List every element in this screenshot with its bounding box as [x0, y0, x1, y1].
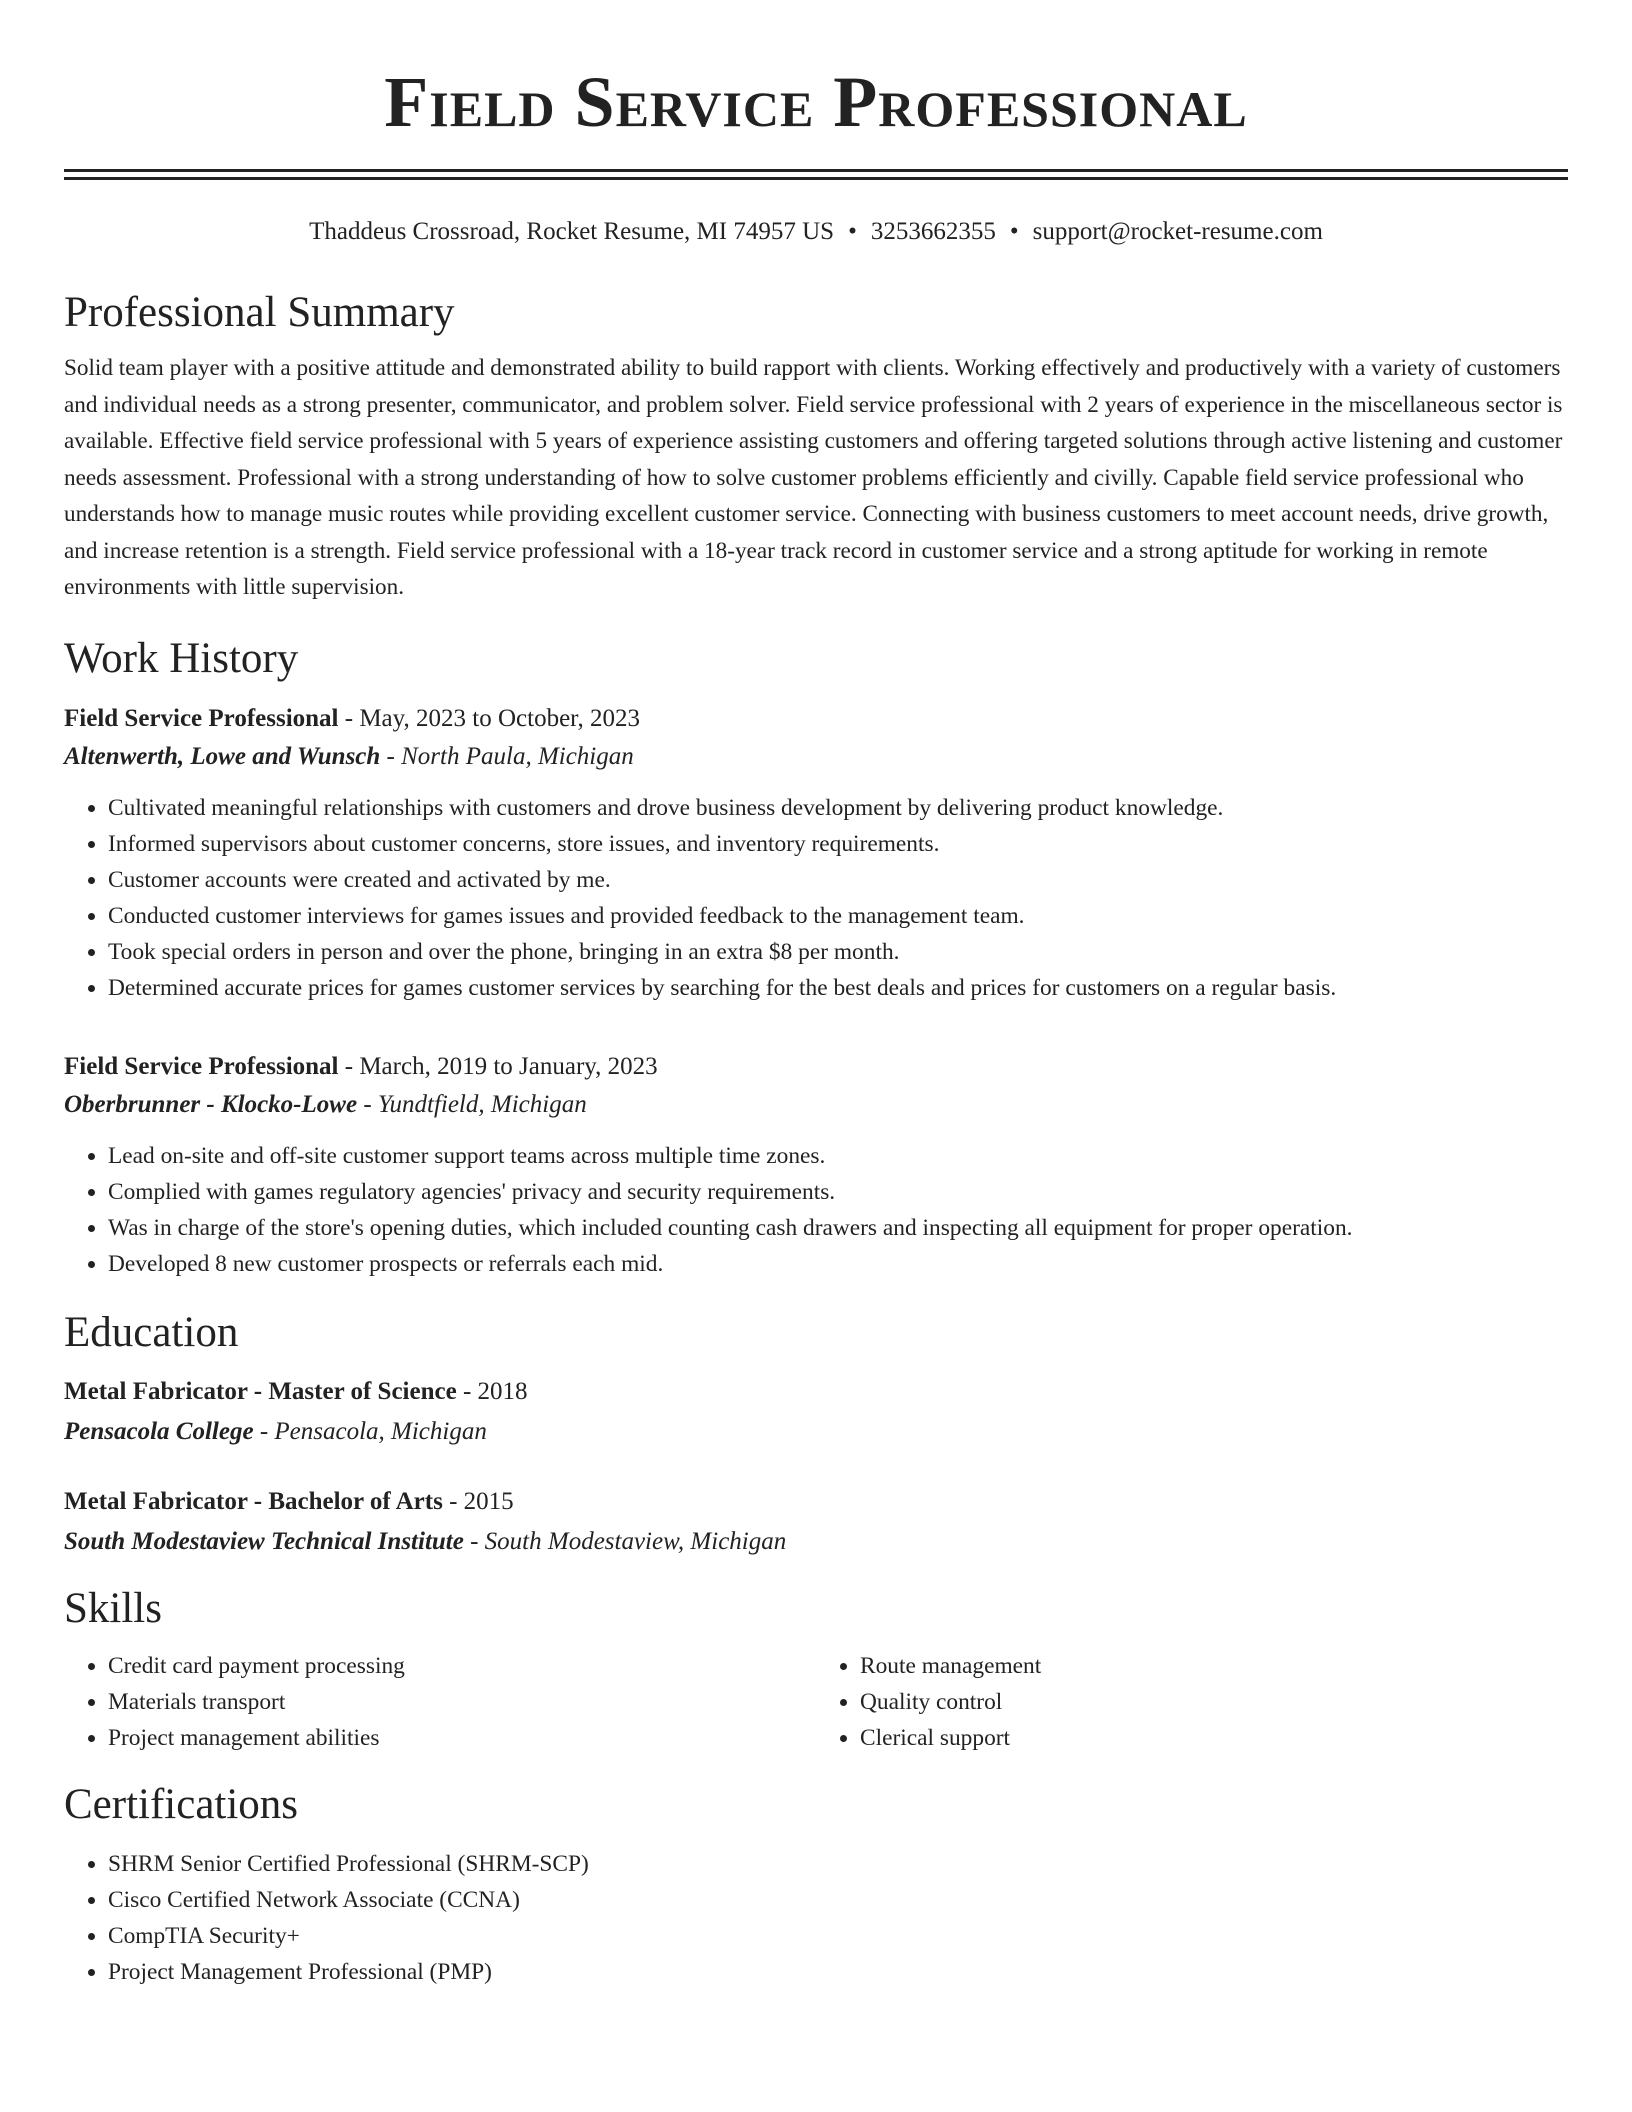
list-item: • Cultivated meaningful relationships with customers and drove business development by delivering product knowledge. [108, 790, 1568, 826]
school-location: - Pensacola, Michigan [253, 1417, 487, 1445]
job-title: Field Service Professional [64, 704, 339, 732]
job-company: Oberbrunner - Klocko-Lowe [64, 1090, 358, 1118]
list-item: • Developed 8 new customer prospects or referrals each mid. [108, 1246, 1568, 1282]
list-item: • Lead on-site and off-site customer support teams across multiple time zones. [108, 1138, 1568, 1174]
degree: Metal Fabricator - Master of Science [64, 1377, 457, 1405]
contact-separator: • [848, 218, 857, 245]
list-item: • Determined accurate prices for games customer services by searching for the best deals and prices for customers on a regular basis. [108, 970, 1568, 1006]
job-title-line [64, 700, 1568, 738]
list-item: • Conducted customer interviews for games issues and provided feedback to the management team. [108, 898, 1568, 934]
work-history-heading: Work History [64, 634, 299, 682]
education-entry [64, 1482, 1568, 1562]
list-item: • Was in charge of the store's opening duties, which included counting cash drawers and inspecting all equipment for proper operation. [108, 1210, 1568, 1246]
list-item: • Informed supervisors about customer concerns, store issues, and inventory requirements. [108, 826, 1568, 862]
school: Pensacola College [64, 1417, 254, 1445]
list-item: • Clerical support [860, 1720, 1568, 1756]
list-item: • Project Management Professional (PMP) [108, 1954, 1568, 1990]
skills-list-right [816, 1648, 1568, 1756]
certifications-list [64, 1846, 1568, 1990]
job-dates: - March, 2019 to January, 2023 [338, 1052, 658, 1080]
job-company: Altenwerth, Lowe and Wunsch [64, 742, 381, 770]
list-item: • Materials transport [108, 1684, 816, 1720]
degree: Metal Fabricator - Bachelor of Arts [64, 1487, 443, 1515]
school-location: - South Modestaview, Michigan [463, 1527, 787, 1555]
job-title-line [64, 1048, 1568, 1086]
job-dates: - May, 2023 to October, 2023 [338, 704, 640, 732]
list-item: • Project management abilities [108, 1720, 816, 1756]
list-item: • Customer accounts were created and activated by me. [108, 862, 1568, 898]
degree-line [64, 1372, 1568, 1412]
resume-title: Field Service Professional [384, 62, 1248, 142]
title-double-rule [64, 169, 1568, 180]
job-location: - North Paula, Michigan [380, 742, 634, 770]
job-company-line [64, 1086, 1568, 1124]
skills-heading: Skills [64, 1584, 162, 1632]
list-item: • Route management [860, 1648, 1568, 1684]
list-item: • Cisco Certified Network Associate (CCNA) [108, 1882, 1568, 1918]
contact-line [64, 216, 1568, 248]
list-item: • Credit card payment processing [108, 1648, 816, 1684]
list-item: • SHRM Senior Certified Professional (SHRM-SCP) [108, 1846, 1568, 1882]
job-entry [64, 1048, 1568, 1282]
education-heading: Education [64, 1308, 239, 1356]
certifications-heading: Certifications [64, 1780, 299, 1828]
job-duties-list [64, 1138, 1568, 1282]
list-item: • CompTIA Security+ [108, 1918, 1568, 1954]
job-duties-list [64, 790, 1568, 1006]
list-item: • Complied with games regulatory agencies' privacy and security requirements. [108, 1174, 1568, 1210]
school-line [64, 1522, 1568, 1562]
contact-phone: 3253662355 [870, 218, 996, 245]
summary-heading: Professional Summary [64, 289, 455, 336]
contact-address: Thaddeus Crossroad, Rocket Resume, MI 74957 US [309, 218, 835, 245]
skills-grid [64, 1648, 1568, 1756]
contact-email: support@rocket-resume.com [1032, 218, 1323, 245]
school-line [64, 1412, 1568, 1452]
summary-text: Solid team player with a positive attitude and demonstrated ability to build rapport with clients. Working effectively and productively with a variety of customers and individual needs as a strong presenter, communicator, and problem solver. Field service professional with 2 years of experience in the miscellaneous sector is available. Effective field service professional with 5 years of experience assisting customers and offering targeted solutions through active listening and customer needs assessment. Professional with a strong understanding of how to solve customer problems efficiently and civilly. Capable field service professional who understands how to manage music routes while providing excellent customer service. Connecting with business customers to meet account needs, drive growth, and increase retention is a strength. Field service professional with a 18-year track record in customer service and a strong aptitude for working in remote environments with little supervision. [64, 355, 1563, 600]
list-item: • Took special orders in person and over the phone, bringing in an extra $8 per month. [108, 934, 1568, 970]
degree-line [64, 1482, 1568, 1522]
contact-separator: • [1009, 218, 1019, 245]
degree-year: - 2018 [456, 1377, 528, 1405]
job-company-line [64, 738, 1568, 776]
job-title: Field Service Professional [64, 1052, 339, 1080]
skills-list-left [64, 1648, 816, 1756]
job-entry [64, 700, 1568, 1006]
job-location: - Yundtfield, Michigan [357, 1090, 587, 1118]
school: South Modestaview Technical Institute [64, 1527, 464, 1555]
list-item: • Quality control [860, 1684, 1568, 1720]
education-entry [64, 1372, 1568, 1452]
degree-year: - 2015 [442, 1487, 514, 1515]
